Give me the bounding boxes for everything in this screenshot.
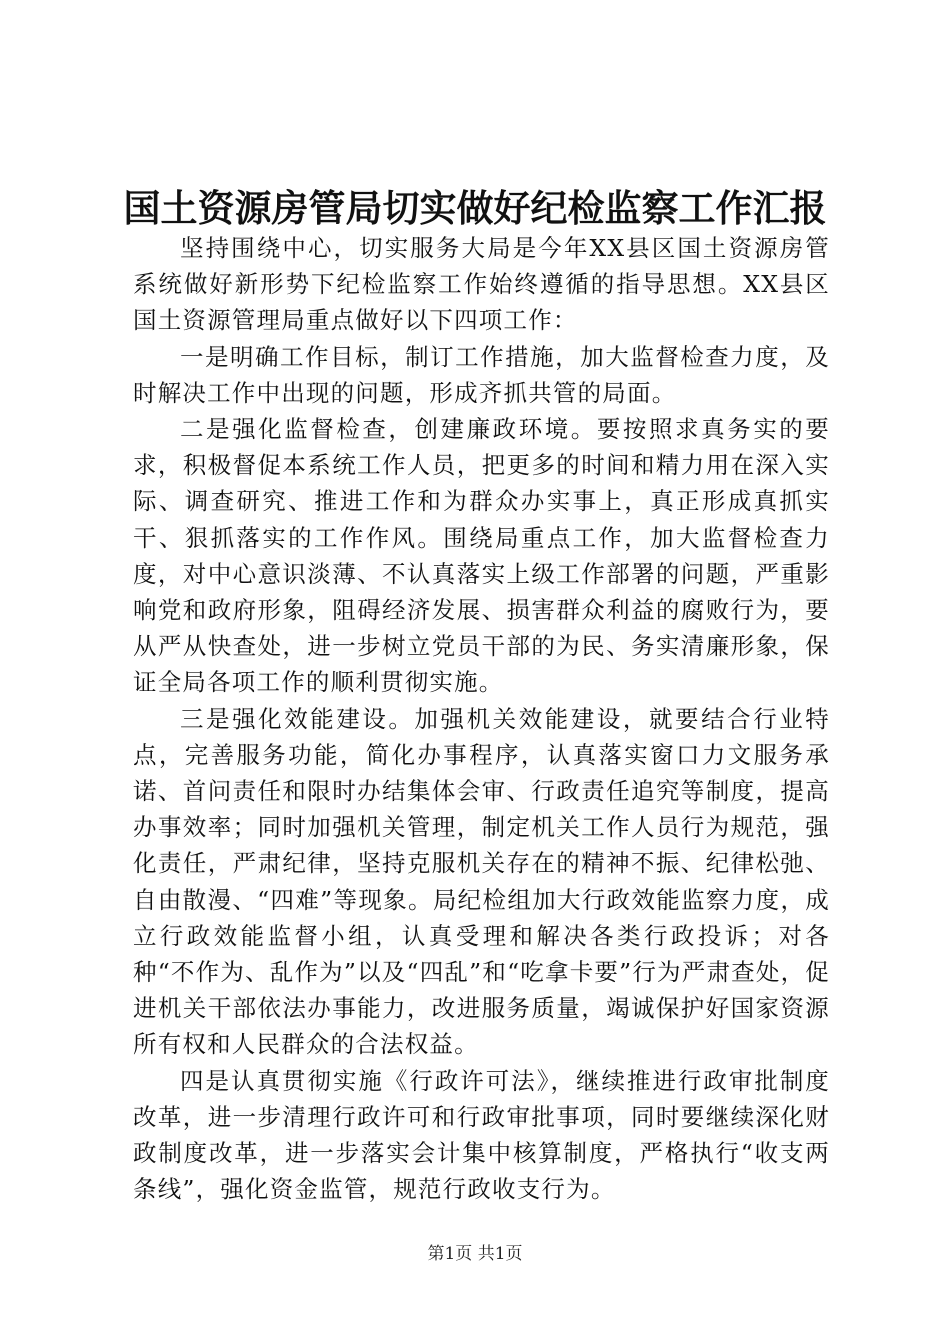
paragraph-item-3: 三是强化效能建设。加强机关效能建设，就要结合行业特点，完善服务功能，简化办事程序，认真落实窗口力文服务承诺、首问责任和限时办结集体会审、行政责任追究等制度，提高办事效率；同时加强机关管理，制定机关工作人员行为规范，强化责任，严肃纪律，坚持克服机关存在的精神不振、纪律松弛、自由散漫、“四难”等现象。局纪检组加大行政效能监察力度，成立行政效能监督小组，认真受理和解决各类行政投诉；对各种“不作为、乱作为”以及“四乱”和“吃拿卡要”行为严肃查处，促进机关干部依法办事能力，改进服务质量，竭诚保护好国家资源所有权和人民群众的合法权益。 xyxy=(133,704,830,1059)
paragraph-item-4: 四是认真贯彻实施《行政许可法》，继续推进行政审批制度改革，进一步清理行政许可和行政审批事项，同时要继续深化财政制度改革，进一步落实会计集中核算制度，严格执行“收支两条线”，强化资金监管，规范行政收支行为。 xyxy=(133,1066,830,1204)
paragraph-intro: 坚持围绕中心，切实服务大局是今年XX县区国土资源房管系统做好新形势下纪检监察工作始终遵循的指导思想。XX县区国土资源管理局重点做好以下四项工作： xyxy=(133,234,830,335)
document-body xyxy=(133,230,830,1207)
paragraph-item-2: 二是强化监督检查，创建廉政环境。要按照求真务实的要求，积极督促本系统工作人员，把更多的时间和精力用在深入实际、调查研究、推进工作和为群众办实事上，真正形成真抓实干、狠抓落实的工作作风。围绕局重点工作，加大监督检查力度，对中心意识淡薄、不认真落实上级工作部署的问题，严重影响党和政府形象，阻碍经济发展、损害群众利益的腐败行为，要从严从快查处，进一步树立党员干部的为民、务实清廉形象，保证全局各项工作的顺利贯彻实施。 xyxy=(133,415,830,697)
page-number-footer: 第1页 共1页 xyxy=(427,1244,523,1264)
paragraph-item-1: 一是明确工作目标，制订工作措施，加大监督检查力度，及时解决工作中出现的问题，形成齐抓共管的局面。 xyxy=(133,342,830,407)
document-title: 国土资源房管局切实做好纪检监察工作汇报 xyxy=(123,186,827,230)
